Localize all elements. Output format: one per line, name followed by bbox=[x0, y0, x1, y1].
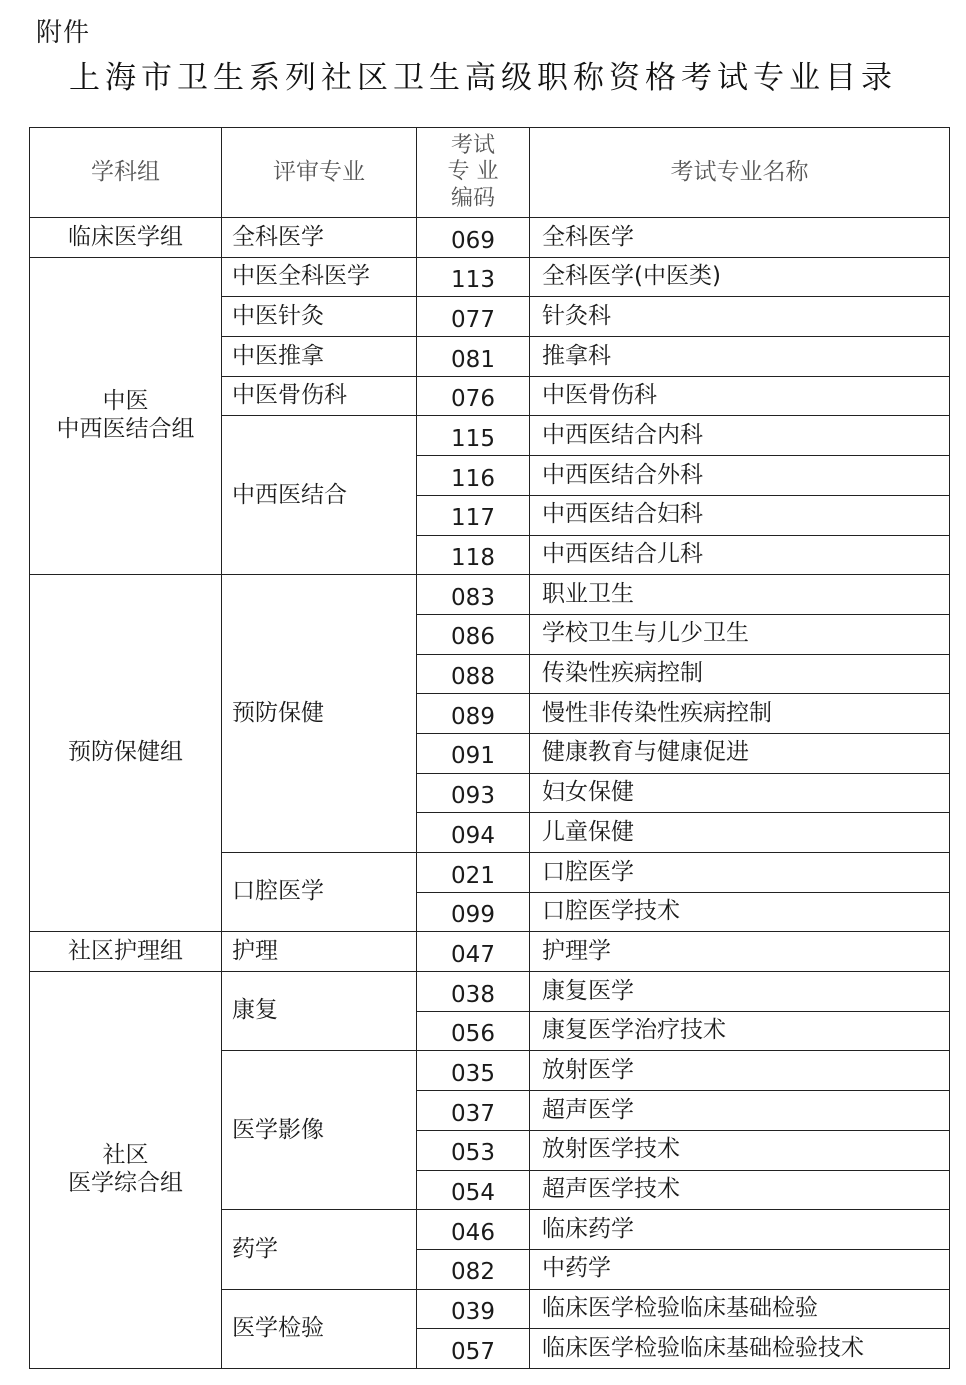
exam-code bbox=[417, 853, 530, 893]
table-row bbox=[30, 972, 950, 1012]
exam-name: 临床药学 bbox=[530, 1210, 950, 1250]
code-text: 046 bbox=[451, 1219, 495, 1246]
exam-name: 全科医学(中医类) bbox=[530, 257, 950, 297]
code-text: 083 bbox=[451, 584, 495, 611]
code-text: 057 bbox=[451, 1338, 495, 1365]
specialty-lab: 医学检验 bbox=[222, 1289, 417, 1368]
exam-code bbox=[417, 972, 530, 1012]
exam-code bbox=[417, 773, 530, 813]
exam-name: 健康教育与健康促进 bbox=[530, 733, 950, 773]
exam-specialty-table bbox=[29, 127, 950, 1369]
exam-name: 康复医学 bbox=[530, 972, 950, 1012]
exam-name: 超声医学 bbox=[530, 1091, 950, 1131]
exam-code bbox=[417, 694, 530, 734]
exam-code bbox=[417, 932, 530, 972]
code-text: 069 bbox=[451, 227, 495, 254]
code-text: 054 bbox=[451, 1180, 495, 1207]
exam-name: 中西医结合儿科 bbox=[530, 535, 950, 575]
exam-name: 中医骨伤科 bbox=[530, 376, 950, 416]
specialty-pharmacy: 药学 bbox=[222, 1210, 417, 1289]
exam-code bbox=[417, 337, 530, 377]
exam-name: 推拿科 bbox=[530, 337, 950, 377]
exam-code bbox=[417, 1011, 530, 1051]
specialty-tcm-general: 中医全科医学 bbox=[222, 257, 417, 297]
specialty-general: 全科医学 bbox=[222, 218, 417, 258]
exam-name: 慢性非传染性疾病控制 bbox=[530, 694, 950, 734]
exam-code bbox=[417, 1289, 530, 1329]
exam-code bbox=[417, 1130, 530, 1170]
group-community-line1: 社区 bbox=[102, 1142, 149, 1169]
exam-name: 康复医学治疗技术 bbox=[530, 1011, 950, 1051]
group-tcm-line2: 中西医结合组 bbox=[56, 415, 195, 442]
header-code bbox=[417, 128, 530, 218]
code-text: 117 bbox=[451, 505, 495, 532]
code-text: 088 bbox=[451, 664, 495, 691]
code-text: 115 bbox=[451, 425, 495, 452]
code-text: 118 bbox=[451, 545, 495, 572]
exam-code bbox=[417, 575, 530, 615]
exam-name: 针灸科 bbox=[530, 297, 950, 337]
exam-name: 超声医学技术 bbox=[530, 1170, 950, 1210]
code-text: 082 bbox=[451, 1259, 495, 1286]
specialty-integrated: 中西医结合 bbox=[222, 416, 417, 575]
specialty-tuina: 中医推拿 bbox=[222, 337, 417, 377]
exam-code bbox=[417, 654, 530, 694]
exam-code bbox=[417, 257, 530, 297]
exam-name: 中西医结合内科 bbox=[530, 416, 950, 456]
exam-code bbox=[417, 813, 530, 853]
table-header-row bbox=[30, 128, 950, 218]
exam-name: 临床医学检验临床基础检验技术 bbox=[530, 1329, 950, 1369]
exam-code bbox=[417, 495, 530, 535]
code-text: 035 bbox=[451, 1060, 495, 1087]
code-text: 113 bbox=[451, 267, 495, 294]
exam-code bbox=[417, 1249, 530, 1289]
header-code-line3: 编码 bbox=[450, 185, 495, 211]
table-row bbox=[30, 575, 950, 615]
code-text: 038 bbox=[451, 981, 495, 1008]
code-text: 021 bbox=[451, 862, 495, 889]
attachment-label: 附件 bbox=[36, 18, 91, 48]
group-prevention: 预防保健组 bbox=[30, 575, 222, 932]
exam-code bbox=[417, 733, 530, 773]
group-tcm bbox=[30, 257, 222, 575]
header-code-line1: 考试 bbox=[450, 132, 495, 158]
exam-code bbox=[417, 535, 530, 575]
exam-name: 放射医学 bbox=[530, 1051, 950, 1091]
exam-name: 中西医结合外科 bbox=[530, 456, 950, 496]
exam-name: 中西医结合妇科 bbox=[530, 495, 950, 535]
exam-name: 口腔医学技术 bbox=[530, 892, 950, 932]
exam-code bbox=[417, 1091, 530, 1131]
exam-name: 全科医学 bbox=[530, 218, 950, 258]
exam-name: 学校卫生与儿少卫生 bbox=[530, 614, 950, 654]
exam-name: 传染性疾病控制 bbox=[530, 654, 950, 694]
code-text: 081 bbox=[451, 346, 495, 373]
exam-code bbox=[417, 416, 530, 456]
group-tcm-line1: 中医 bbox=[102, 388, 149, 415]
exam-code bbox=[417, 1210, 530, 1250]
exam-code bbox=[417, 892, 530, 932]
specialty-acupuncture: 中医针灸 bbox=[222, 297, 417, 337]
code-text: 091 bbox=[451, 743, 495, 770]
exam-code bbox=[417, 218, 530, 258]
code-text: 039 bbox=[451, 1299, 495, 1326]
group-community-medical bbox=[30, 972, 222, 1369]
table-row bbox=[30, 257, 950, 297]
group-community-line2: 医学综合组 bbox=[68, 1170, 183, 1196]
code-text: 077 bbox=[451, 306, 495, 333]
code-text: 076 bbox=[451, 386, 495, 413]
exam-name: 护理学 bbox=[530, 932, 950, 972]
code-text: 093 bbox=[451, 783, 495, 810]
specialty-nursing: 护理 bbox=[222, 932, 417, 972]
code-text: 047 bbox=[451, 941, 495, 968]
code-text: 037 bbox=[451, 1100, 495, 1127]
code-text: 053 bbox=[451, 1140, 495, 1167]
exam-name: 临床医学检验临床基础检验 bbox=[530, 1289, 950, 1329]
header-specialty: 评审专业 bbox=[222, 128, 417, 218]
exam-code bbox=[417, 376, 530, 416]
specialty-imaging: 医学影像 bbox=[222, 1051, 417, 1210]
group-nursing: 社区护理组 bbox=[30, 932, 222, 972]
code-text: 099 bbox=[451, 902, 495, 929]
table-row bbox=[30, 218, 950, 258]
page-title: 上海市卫生系列社区卫生高级职称资格考试专业目录 bbox=[69, 60, 897, 96]
exam-code bbox=[417, 1051, 530, 1091]
code-text: 089 bbox=[451, 703, 495, 730]
exam-name: 儿童保健 bbox=[530, 813, 950, 853]
exam-name: 放射医学技术 bbox=[530, 1130, 950, 1170]
exam-code bbox=[417, 614, 530, 654]
header-group: 学科组 bbox=[30, 128, 222, 218]
exam-code bbox=[417, 1329, 530, 1369]
header-code-line2: 专 业 bbox=[447, 159, 499, 185]
specialty-tcm-orthopedics: 中医骨伤科 bbox=[222, 376, 417, 416]
exam-code bbox=[417, 456, 530, 496]
exam-name: 职业卫生 bbox=[530, 575, 950, 615]
group-clinical: 临床医学组 bbox=[30, 218, 222, 258]
exam-name: 妇女保健 bbox=[530, 773, 950, 813]
code-text: 116 bbox=[451, 465, 495, 492]
specialty-stomatology: 口腔医学 bbox=[222, 853, 417, 932]
code-text: 056 bbox=[451, 1021, 495, 1048]
exam-code bbox=[417, 297, 530, 337]
code-text: 094 bbox=[451, 822, 495, 849]
specialty-rehab: 康复 bbox=[222, 972, 417, 1051]
table-row bbox=[30, 932, 950, 972]
header-name: 考试专业名称 bbox=[530, 128, 950, 218]
exam-name: 中药学 bbox=[530, 1249, 950, 1289]
exam-name: 口腔医学 bbox=[530, 853, 950, 893]
code-text: 086 bbox=[451, 624, 495, 651]
specialty-prevention: 预防保健 bbox=[222, 575, 417, 853]
exam-code bbox=[417, 1170, 530, 1210]
